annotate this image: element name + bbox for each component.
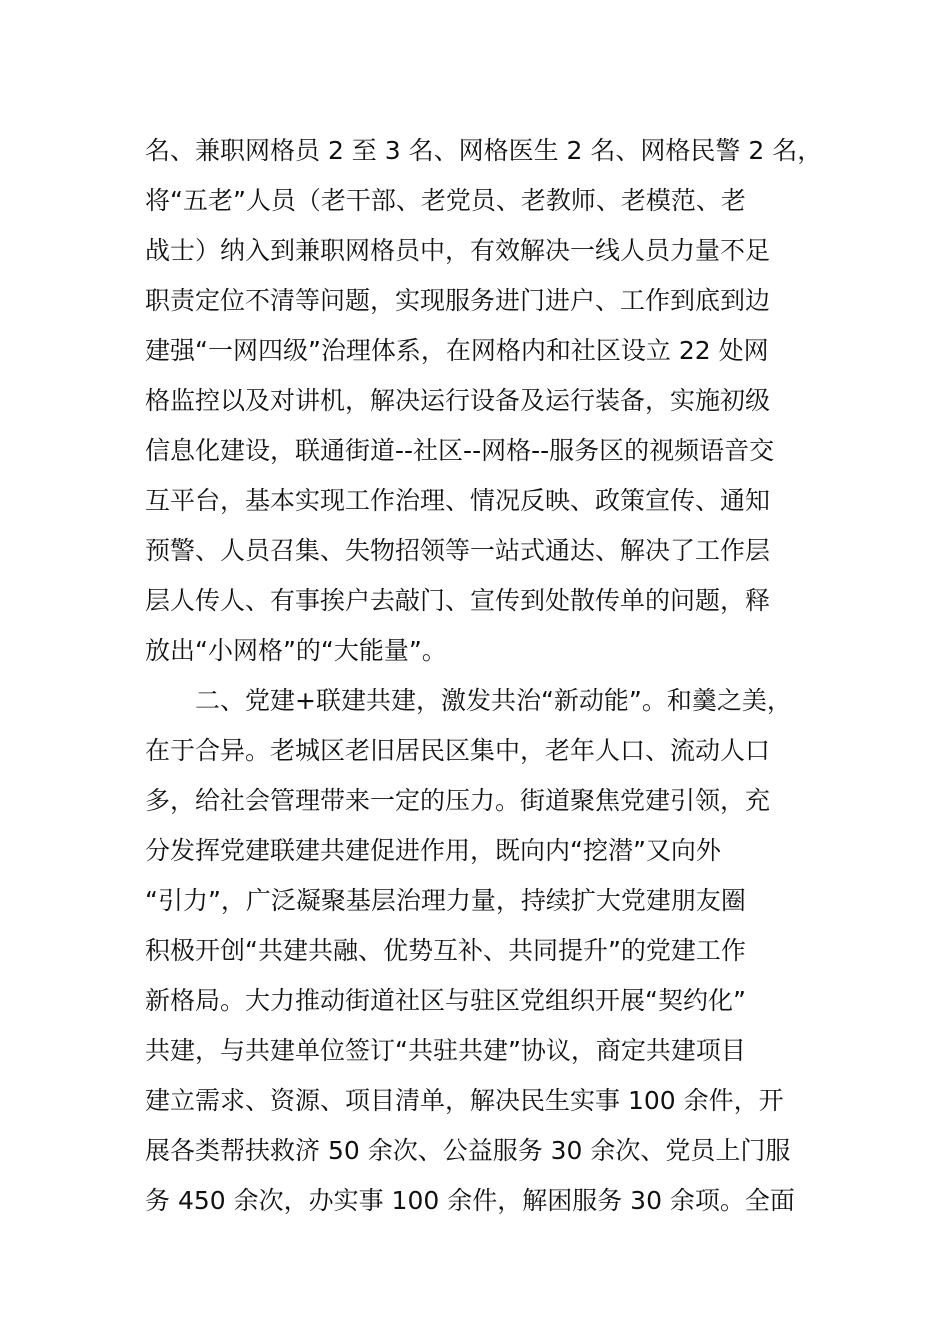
body-text [145,126,835,1226]
text-line: 在于合异。老城区老旧居民区集中，老年人口、流动人口 [145,736,771,765]
text-line: 格监控以及对讲机，解决运行设备及运行装备，实施初级 [145,386,771,415]
text-line: “引力”，广泛凝聚基层治理力量，持续扩大党建朋友圈 [145,886,746,915]
text-line: 务 450 余次，办实事 100 余件，解困服务 30 余项。全面 [145,1186,795,1215]
text-line: 分发挥党建联建共建促进作用，既向内“挖潜”又向外 [145,836,721,865]
text-line: 名、兼职网格员 2 至 3 名、网格医生 2 名、网格民警 2 名， [145,136,823,165]
text-line: 层人传人、有事挨户去敲门、宣传到处散传单的问题，释 [145,586,771,615]
text-line: 互平台，基本实现工作治理、情况反映、政策宣传、通知 [145,486,771,515]
text-line: 建强“一网四级”治理体系，在网格内和社区设立 22 处网 [145,336,769,365]
text-line: 信息化建设，联通街道--社区--网格--服务区的视频语音交 [145,436,775,465]
section-heading-line: 二、党建+联建共建，激发共治“新动能”。和羹之美， [195,686,792,715]
text-line: 战士）纳入到兼职网格员中，有效解决一线人员力量不足 [145,236,771,265]
text-line: 积极开创“共建共融、优势互补、共同提升”的党建工作 [145,936,746,965]
text-line: 展各类帮扶救济 50 余次、公益服务 30 余次、党员上门服 [145,1136,791,1165]
text-line: 预警、人员召集、失物招领等一站式通达、解决了工作层 [145,536,771,565]
text-line: 放出“小网格”的“大能量”。 [145,636,447,665]
text-line: 新格局。大力推动街道社区与驻区党组织开展“契约化” [145,986,746,1015]
text-line: 建立需求、资源、项目清单，解决民生实事 100 余件，开 [145,1086,784,1115]
text-line: 共建，与共建单位签订“共驻共建”协议，商定共建项目 [145,1036,746,1065]
text-line: 职责定位不清等问题，实现服务进门进户、工作到底到边 [145,286,771,315]
text-line: 多，给社会管理带来一定的压力。街道聚焦党建引领，充 [145,786,771,815]
text-line: 将“五老”人员（老干部、老党员、老教师、老模范、老 [145,186,746,215]
